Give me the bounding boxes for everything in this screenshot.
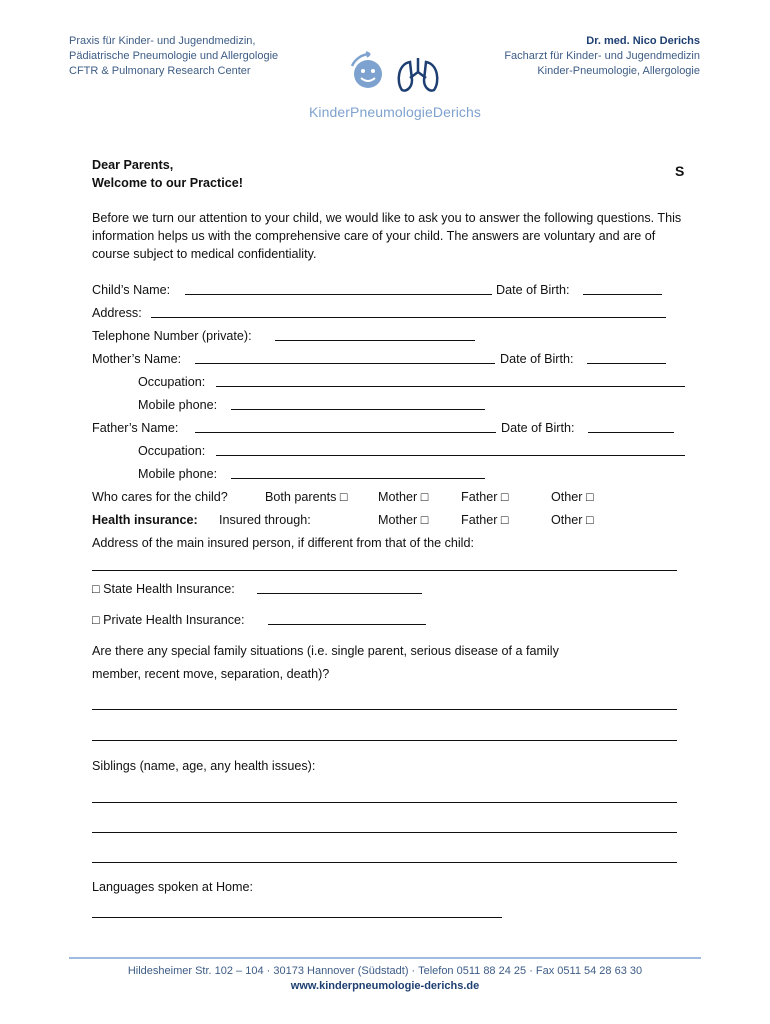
mother-occupation-field[interactable] [216, 374, 685, 387]
mother-dob-label: Date of Birth: [500, 352, 574, 366]
special-situations-field-1[interactable] [92, 697, 677, 710]
insured-option-mother[interactable]: Mother □ [378, 513, 429, 527]
option-father[interactable]: Father □ [461, 490, 509, 504]
doctor-name: Dr. med. Nico Derichs [586, 35, 700, 47]
greeting-line-2: Welcome to our Practice! [92, 176, 243, 190]
practice-line-1: Praxis für Kinder- und Jugendmedizin, [69, 35, 256, 47]
main-insured-address-label: Address of the main insured person, if different from that of the child: [92, 536, 474, 550]
option-both-parents[interactable]: Both parents □ [265, 490, 348, 504]
child-dob-field[interactable] [583, 282, 662, 295]
greeting-line-1: Dear Parents, [92, 158, 174, 172]
father-dob-field[interactable] [588, 420, 674, 433]
childs-name-label: Child’s Name: [92, 283, 171, 297]
fathers-name-label: Father’s Name: [92, 421, 179, 435]
father-dob-label: Date of Birth: [501, 421, 575, 435]
telephone-field[interactable] [275, 328, 475, 341]
address-field[interactable] [151, 305, 666, 318]
mother-occupation-label: Occupation: [138, 375, 206, 389]
intro-paragraph: Before we turn our attention to your child, we would like to ask you to answer the following questions. This information helps us with the comprehensive care of your child. The answers are voluntary and are of course subject to medical confidentiality. [92, 211, 682, 261]
special-situations-field-2[interactable] [92, 728, 677, 741]
state-insurance-label[interactable]: □ State Health Insurance: [92, 582, 235, 596]
special-situations-line-1: Are there any special family situations (i.e. single parent, serious disease of a family [92, 644, 559, 658]
mother-mobile-label: Mobile phone: [138, 398, 218, 412]
mothers-name-field[interactable] [195, 351, 495, 364]
siblings-field-1[interactable] [92, 790, 677, 803]
languages-label: Languages spoken at Home: [92, 880, 254, 894]
siblings-field-3[interactable] [92, 850, 677, 863]
practice-line-3: CFTR & Pulmonary Research Center [69, 65, 251, 77]
father-mobile-label: Mobile phone: [138, 467, 218, 481]
private-insurance-label[interactable]: □ Private Health Insurance: [92, 613, 245, 627]
corner-letter: S [675, 163, 685, 179]
doctor-title-1: Facharzt für Kinder- und Jugendmedizin [504, 50, 700, 62]
father-occupation-field[interactable] [216, 443, 685, 456]
option-mother[interactable]: Mother □ [378, 490, 429, 504]
languages-field[interactable] [92, 905, 502, 918]
special-situations-line-2: member, recent move, separation, death)? [92, 667, 330, 681]
practice-info [69, 34, 278, 79]
private-insurance-field[interactable] [268, 612, 426, 625]
doctor-info [504, 34, 700, 79]
siblings-label: Siblings (name, age, any health issues): [92, 759, 316, 773]
main-insured-address-field[interactable] [92, 558, 677, 571]
siblings-field-2[interactable] [92, 820, 677, 833]
child-dob-label: Date of Birth: [496, 283, 570, 297]
father-occupation-label: Occupation: [138, 444, 206, 458]
address-label: Address: [92, 306, 142, 320]
mother-mobile-field[interactable] [231, 397, 485, 410]
mother-dob-field[interactable] [587, 351, 666, 364]
option-other[interactable]: Other □ [551, 490, 594, 504]
footer-website-link[interactable]: www.kinderpneumologie-derichs.de [290, 980, 480, 992]
who-cares-label: Who cares for the child? [92, 490, 228, 504]
mothers-name-label: Mother’s Name: [92, 352, 182, 366]
health-insurance-label: Health insurance: [92, 513, 198, 527]
father-mobile-field[interactable] [231, 466, 485, 479]
insured-option-father[interactable]: Father □ [461, 513, 509, 527]
brand-name: KinderPneumologieDerichs [308, 104, 482, 120]
insured-through-label: Insured through: [219, 513, 311, 527]
insured-option-other[interactable]: Other □ [551, 513, 594, 527]
telephone-label: Telephone Number (private): [92, 329, 252, 343]
practice-line-2: Pädiatrische Pneumologie und Allergologie [69, 50, 279, 62]
childs-name-field[interactable] [185, 282, 492, 295]
doctor-title-2: Kinder-Pneumologie, Allergologie [537, 65, 700, 77]
fathers-name-field[interactable] [195, 420, 496, 433]
state-insurance-field[interactable] [257, 581, 422, 594]
footer-address: Hildesheimer Str. 102 – 104 · 30173 Hannover (Südstadt) · Telefon 0511 88 24 25 · Fax 0511 54 28 63 30 [127, 965, 643, 977]
footer-divider [69, 957, 701, 959]
